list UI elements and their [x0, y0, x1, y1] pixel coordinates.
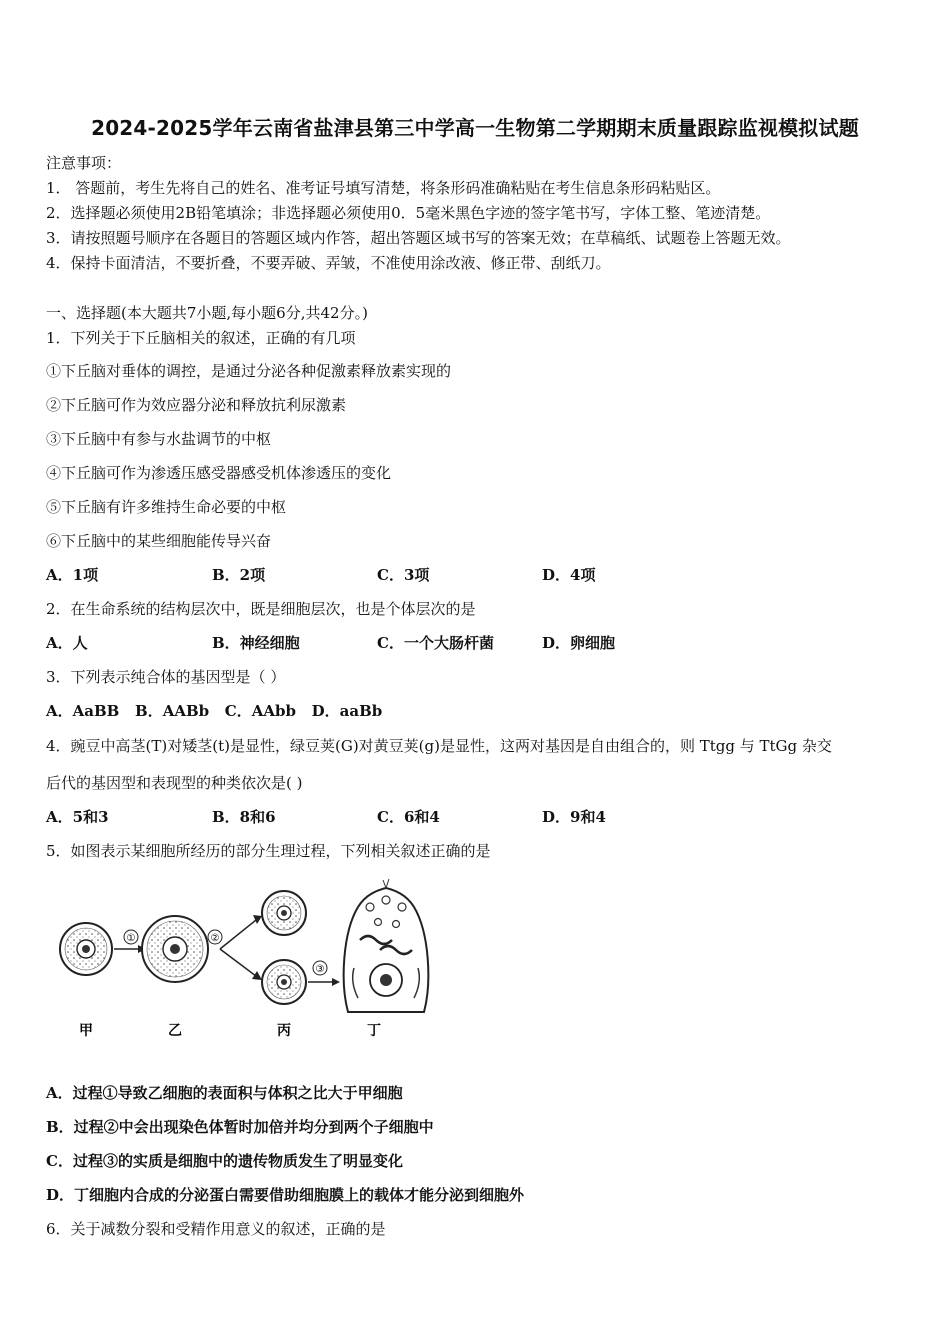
- label-bing: 丙: [277, 1023, 291, 1039]
- arrow-2-up: [220, 920, 256, 949]
- q4-option-b: B．8和6: [212, 808, 276, 826]
- q4-stem-line-2: 后代的基因型和表现型的种类依次是( ): [46, 774, 303, 792]
- q1-statement-6: ⑥下丘脑中的某些细胞能传导兴奋: [46, 532, 272, 550]
- q1-statement-1: ①下丘脑对垂体的调控，是通过分泌各种促激素释放素实现的: [46, 362, 452, 380]
- cell-bing-upper: [262, 891, 306, 935]
- q4-stem-line-1: 4．豌豆中高茎(T)对矮茎(t)是显性，绿豆荚(G)对黄豆荚(g)是显性，这两对基因是自由组合的，则 Ttgg 与 TtGg 杂交: [46, 737, 832, 755]
- note-item-2: 2．选择题必须使用2B铅笔填涂；非选择题必须使用0．5毫米黑色字迹的签字笔书写，字体工整、笔迹清楚。: [46, 204, 771, 222]
- label-yi: 乙: [168, 1023, 182, 1039]
- note-item-4: 4．保持卡面清洁，不要折叠，不要弄破、弄皱，不准使用涂改液、修正带、刮纸刀。: [46, 254, 611, 272]
- q6-stem: 6．关于减数分裂和受精作用意义的叙述，正确的是: [46, 1220, 386, 1238]
- q1-option-b: B．2项: [212, 566, 266, 584]
- note-item-1: 1． 答题前，考生先将自己的姓名、准考证号填写清楚，将条形码准确粘贴在考生信息条形码粘贴区。: [46, 179, 721, 197]
- arrow-2-down: [220, 949, 256, 976]
- q2-option-a: A．人: [46, 634, 88, 652]
- q1-statement-2: ②下丘脑可作为效应器分泌和释放抗利尿激素: [46, 396, 347, 414]
- q3-options: A．AaBB B．AABb C．AAbb D．aaBb: [46, 702, 383, 720]
- label-ding: 丁: [367, 1023, 381, 1039]
- cell-jia: [60, 923, 112, 975]
- cell-ding: [344, 879, 429, 1012]
- step-label-2: ②: [210, 933, 220, 944]
- q4-option-c: C．6和4: [377, 808, 440, 826]
- q1-option-c: C．3项: [377, 566, 430, 584]
- q2-stem: 2．在生命系统的结构层次中，既是细胞层次，也是个体层次的是: [46, 600, 476, 618]
- cell-yi: [142, 916, 208, 982]
- step-label-3: ③: [315, 964, 325, 975]
- q5-option-a: A．过程①导致乙细胞的表面积与体积之比大于甲细胞: [46, 1084, 403, 1102]
- cell-bing-lower: [262, 960, 306, 1004]
- q1-statement-5: ⑤下丘脑有许多维持生命必要的中枢: [46, 498, 287, 516]
- q3-stem: 3．下列表示纯合体的基因型是（ ）: [46, 668, 286, 686]
- notes-heading: 注意事项：: [46, 154, 122, 172]
- q1-option-d: D．4项: [542, 566, 596, 584]
- q2-option-c: C．一个大肠杆菌: [377, 634, 494, 652]
- note-item-3: 3．请按照题号顺序在各题目的答题区域内作答，超出答题区域书写的答案无效；在草稿纸、试题卷上答题无效。: [46, 229, 791, 247]
- q4-option-d: D．9和4: [542, 808, 606, 826]
- q5-option-c: C．过程③的实质是细胞中的遗传物质发生了明显变化: [46, 1152, 403, 1170]
- q2-option-b: B．神经细胞: [212, 634, 300, 652]
- q5-option-b: B．过程②中会出现染色体暂时加倍并均分到两个子细胞中: [46, 1118, 434, 1136]
- q1-statement-4: ④下丘脑可作为渗透压感受器感受机体渗透压的变化: [46, 464, 392, 482]
- q2-option-d: D．卵细胞: [542, 634, 616, 652]
- q4-option-a: A．5和3: [46, 808, 109, 826]
- q1-stem: 1．下列关于下丘脑相关的叙述，正确的有几项: [46, 329, 356, 347]
- label-jia: 甲: [79, 1023, 93, 1039]
- q5-option-d: D．丁细胞内合成的分泌蛋白需要借助细胞膜上的载体才能分泌到细胞外: [46, 1186, 525, 1204]
- q1-statement-3: ③下丘脑中有参与水盐调节的中枢: [46, 430, 272, 448]
- page-title: 2024-2025学年云南省盐津县第三中学高一生物第二学期期末质量跟踪监视模拟试题: [91, 116, 859, 140]
- cell-process-figure: [48, 872, 468, 1052]
- q5-stem: 5．如图表示某细胞所经历的部分生理过程，下列相关叙述正确的是: [46, 842, 491, 860]
- step-label-1: ①: [126, 933, 136, 944]
- q1-option-a: A．1项: [46, 566, 99, 584]
- section-heading: 一、选择题(本大题共7小题,每小题6分,共42分。): [46, 304, 368, 322]
